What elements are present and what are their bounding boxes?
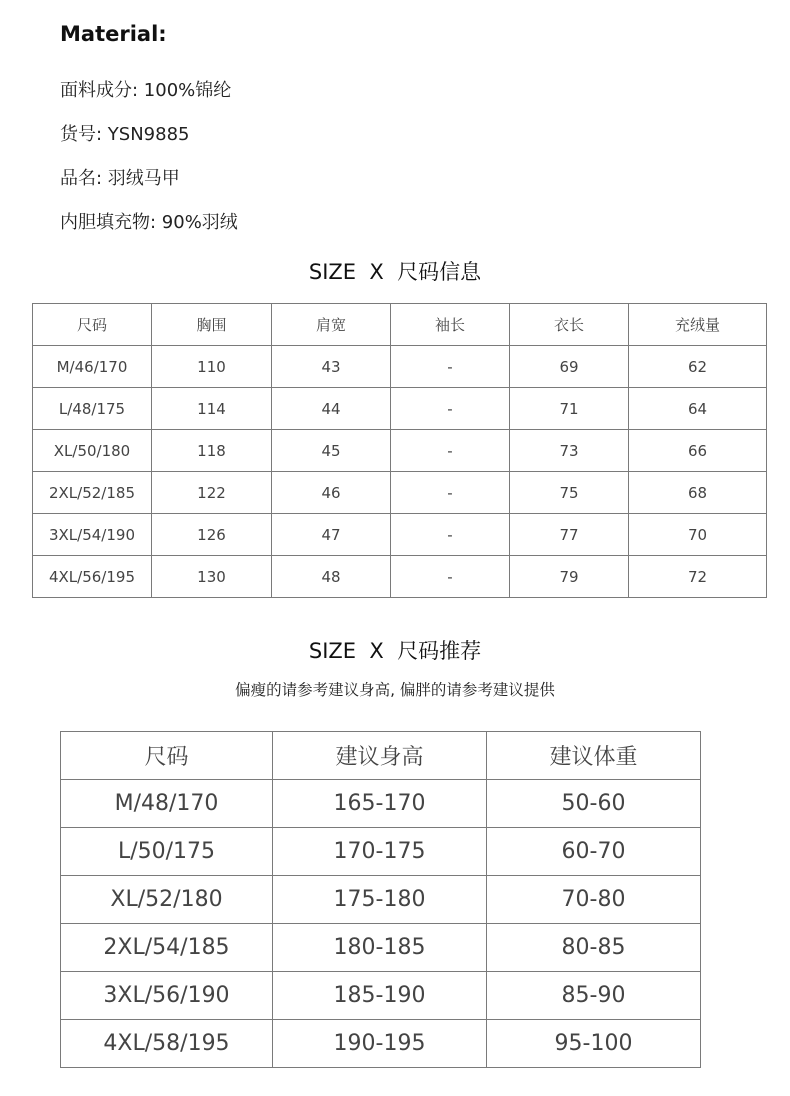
- size-recommend-note: 偏瘦的请参考建议身高, 偏胖的请参考建议提供: [235, 681, 555, 699]
- table-row: [33, 346, 767, 388]
- table-cell: 110: [152, 346, 272, 388]
- table-cell: 118: [152, 430, 272, 472]
- table-cell: 180-185: [273, 924, 487, 972]
- size-info-title: SIZE X 尺码信息: [308, 260, 482, 284]
- table-cell: 130: [152, 556, 272, 598]
- size-recommend-header-row: [61, 732, 701, 780]
- column-header: 尺码: [33, 304, 152, 346]
- table-cell: 62: [629, 346, 767, 388]
- table-row: [33, 556, 767, 598]
- table-cell: 190-195: [273, 1020, 487, 1068]
- table-cell: -: [391, 346, 510, 388]
- column-header: 衣长: [510, 304, 629, 346]
- material-heading: Material:: [60, 22, 167, 46]
- table-cell: 80-85: [487, 924, 701, 972]
- table-cell: 175-180: [273, 876, 487, 924]
- table-cell: 47: [272, 514, 391, 556]
- table-cell: 60-70: [487, 828, 701, 876]
- column-header: 袖长: [391, 304, 510, 346]
- table-cell: M/48/170: [61, 780, 273, 828]
- table-cell: 70-80: [487, 876, 701, 924]
- table-row: [61, 828, 701, 876]
- table-cell: 165-170: [273, 780, 487, 828]
- size-recommend-title: SIZE X 尺码推荐: [308, 639, 482, 663]
- table-cell: 45: [272, 430, 391, 472]
- item-number: 货号: YSN9885: [60, 124, 190, 145]
- table-row: [61, 972, 701, 1020]
- table-cell: 3XL/56/190: [61, 972, 273, 1020]
- table-cell: -: [391, 472, 510, 514]
- column-header: 建议身高: [273, 732, 487, 780]
- table-row: [33, 430, 767, 472]
- column-header: 建议体重: [487, 732, 701, 780]
- table-cell: 126: [152, 514, 272, 556]
- product-name: 品名: 羽绒马甲: [60, 168, 180, 189]
- table-cell: 48: [272, 556, 391, 598]
- column-header: 胸围: [152, 304, 272, 346]
- table-cell: 2XL/54/185: [61, 924, 273, 972]
- table-cell: XL/50/180: [33, 430, 152, 472]
- table-cell: 69: [510, 346, 629, 388]
- table-cell: 170-175: [273, 828, 487, 876]
- table-row: [33, 472, 767, 514]
- table-cell: 77: [510, 514, 629, 556]
- table-cell: 44: [272, 388, 391, 430]
- size-recommend-table: [60, 731, 701, 1068]
- table-cell: 72: [629, 556, 767, 598]
- table-row: [33, 388, 767, 430]
- table-cell: 66: [629, 430, 767, 472]
- table-row: [61, 924, 701, 972]
- table-row: [61, 1020, 701, 1068]
- table-cell: 85-90: [487, 972, 701, 1020]
- table-cell: 114: [152, 388, 272, 430]
- table-cell: 75: [510, 472, 629, 514]
- fabric-composition: 面料成分: 100%锦纶: [60, 80, 232, 101]
- filling-material: 内胆填充物: 90%羽绒: [60, 212, 238, 233]
- table-cell: 79: [510, 556, 629, 598]
- table-cell: -: [391, 556, 510, 598]
- table-cell: 4XL/56/195: [33, 556, 152, 598]
- table-cell: 185-190: [273, 972, 487, 1020]
- column-header: 尺码: [61, 732, 273, 780]
- size-info-table: [32, 303, 767, 598]
- table-cell: M/46/170: [33, 346, 152, 388]
- table-cell: 73: [510, 430, 629, 472]
- table-row: [61, 780, 701, 828]
- table-cell: -: [391, 514, 510, 556]
- table-cell: L/48/175: [33, 388, 152, 430]
- table-cell: L/50/175: [61, 828, 273, 876]
- table-cell: 68: [629, 472, 767, 514]
- table-cell: 3XL/54/190: [33, 514, 152, 556]
- table-row: [61, 876, 701, 924]
- table-cell: 70: [629, 514, 767, 556]
- table-cell: -: [391, 388, 510, 430]
- table-cell: 95-100: [487, 1020, 701, 1068]
- table-cell: 43: [272, 346, 391, 388]
- table-cell: XL/52/180: [61, 876, 273, 924]
- table-cell: 64: [629, 388, 767, 430]
- table-cell: 50-60: [487, 780, 701, 828]
- column-header: 充绒量: [629, 304, 767, 346]
- table-cell: 4XL/58/195: [61, 1020, 273, 1068]
- table-cell: 122: [152, 472, 272, 514]
- table-cell: 2XL/52/185: [33, 472, 152, 514]
- table-row: [33, 514, 767, 556]
- table-cell: 46: [272, 472, 391, 514]
- table-cell: -: [391, 430, 510, 472]
- table-cell: 71: [510, 388, 629, 430]
- column-header: 肩宽: [272, 304, 391, 346]
- size-info-header-row: [33, 304, 767, 346]
